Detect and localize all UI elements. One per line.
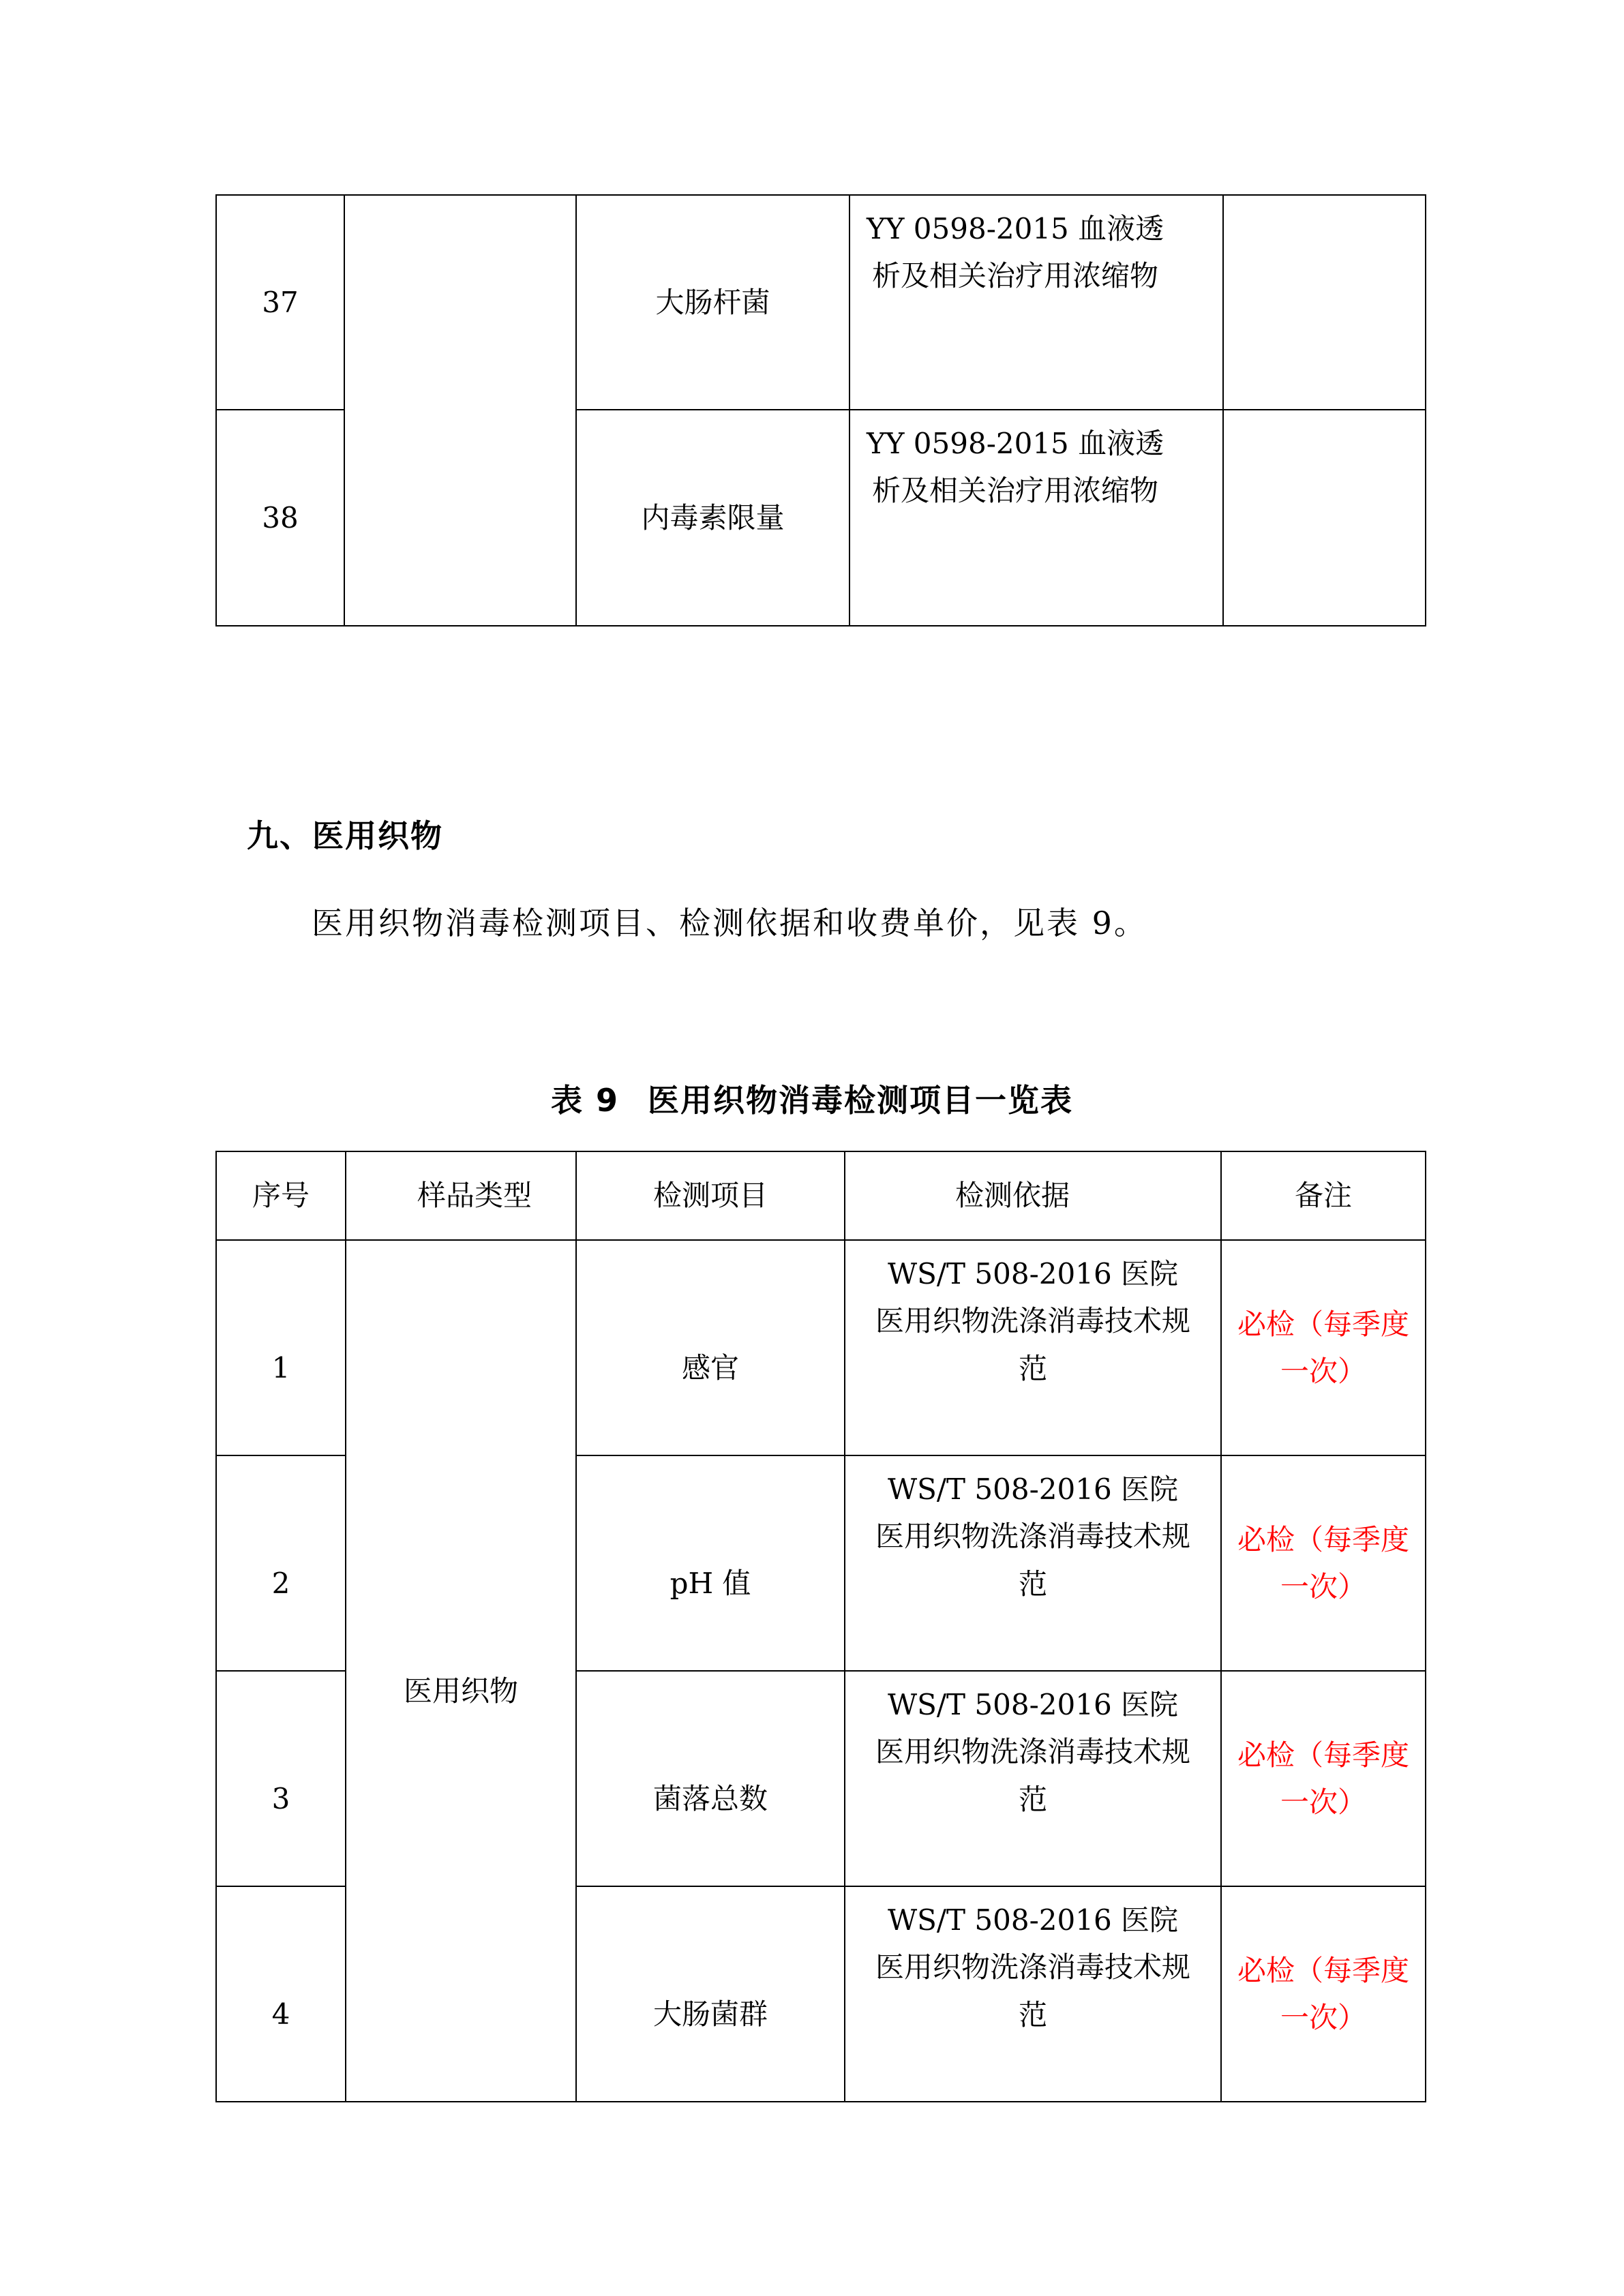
test-basis [849,410,1223,626]
test-basis-line: 医用织物洗涤消毒技术规 [875,1304,1190,1338]
row-number: 38 [216,410,344,626]
table-caption-number: 表 9 [550,1082,620,1119]
test-basis-line: 范 [1018,1351,1047,1385]
continued-table [215,194,1426,626]
header-remark: 备注 [1221,1151,1426,1240]
test-item: pH 值 [576,1455,845,1671]
remark [1223,195,1426,410]
test-basis [849,195,1223,410]
remark [1221,1671,1426,1886]
test-basis [845,1671,1221,1886]
test-basis-line: WS/T 508-2016 医院 [887,1257,1179,1290]
header-sample-type: 样品类型 [346,1151,576,1240]
remark-line: 一次） [1280,1785,1366,1819]
sample-type-cell: 医用织物 [346,1240,576,2102]
test-basis-line: 医用织物洗涤消毒技术规 [875,1735,1190,1769]
test-basis-line: WS/T 508-2016 医院 [887,1688,1179,1721]
test-basis-line: YY 0598-2015 血液透 [867,427,1164,460]
table-row [216,195,1426,410]
test-item: 大肠杆菌 [576,195,849,410]
test-basis [845,1240,1221,1455]
section-heading: 九、医用织物 [247,817,443,854]
remark [1221,1455,1426,1671]
test-basis-line: 析及相关治疗用浓缩物 [872,474,1159,508]
header-test-basis: 检测依据 [845,1151,1221,1240]
test-item: 大肠菌群 [576,1886,845,2102]
test-basis-line: 析及相关治疗用浓缩物 [872,259,1159,293]
test-basis-line: WS/T 508-2016 医院 [887,1472,1179,1506]
remark [1221,1240,1426,1455]
remark-line: 必检（每季度 [1237,1738,1409,1772]
remark-line: 一次） [1280,2001,1366,2034]
test-basis-line: 医用织物洗涤消毒技术规 [875,1520,1190,1554]
table-row [216,1240,1426,1455]
table-header-row [216,1151,1426,1240]
row-number: 4 [216,1886,346,2102]
test-basis-line: 范 [1018,1997,1047,2031]
row-number: 3 [216,1671,346,1886]
test-basis [845,1886,1221,2102]
sample-type-cell [344,195,576,626]
table-9 [215,1151,1426,2102]
remark-line: 一次） [1280,1570,1366,1603]
remark-line: 一次） [1280,1355,1366,1388]
table-caption [0,1076,1624,1121]
remark-line: 必检（每季度 [1237,1522,1409,1556]
row-number: 2 [216,1455,346,1671]
section-paragraph: 医用织物消毒检测项目、检测依据和收费单价，见表 9。 [312,905,1147,941]
test-basis-line: 范 [1018,1567,1047,1601]
header-number: 序号 [216,1151,346,1240]
test-basis-line: YY 0598-2015 血液透 [867,212,1164,245]
test-item: 菌落总数 [576,1671,845,1886]
test-item: 内毒素限量 [576,410,849,626]
remark [1221,1886,1426,2102]
row-number: 37 [216,195,344,410]
test-basis [845,1455,1221,1671]
remark-line: 必检（每季度 [1237,1307,1409,1341]
header-test-item: 检测项目 [576,1151,845,1240]
test-basis-line: 范 [1018,1782,1047,1816]
remark [1223,410,1426,626]
test-item: 感官 [576,1240,845,1455]
row-number: 1 [216,1240,346,1455]
test-basis-line: WS/T 508-2016 医院 [887,1903,1179,1937]
remark-line: 必检（每季度 [1237,1953,1409,1987]
table-caption-title: 医用织物消毒检测项目一览表 [648,1082,1074,1119]
test-basis-line: 医用织物洗涤消毒技术规 [875,1950,1190,1984]
